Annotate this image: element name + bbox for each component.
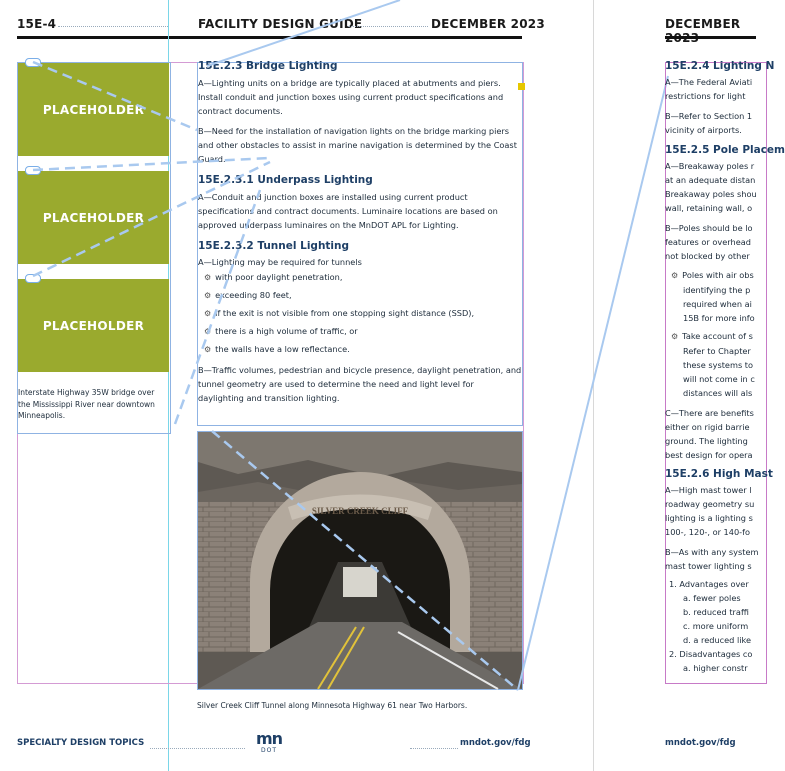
footer-url-right: mndot.gov/fdg [665,738,736,748]
photo-caption: Silver Creek Cliff Tunnel along Minnesota Highway 61 near Two Harbors. [197,701,468,710]
paragraph-line: A—High mast tower l [665,485,752,495]
header-rule-right [665,36,756,39]
paragraph-line: lighting is a lighting s [665,513,753,523]
list-item: ⚙ if the exit is not visible from one stopping sight distance (SSD), [198,306,522,321]
tunnel-illustration [198,432,522,689]
mndot-logo [254,731,284,754]
list-item: ⚙ there is a high volume of traffic, or [198,324,522,339]
page-number: 15E-4 [17,17,57,31]
header-date-right: DECEMBER [665,17,741,31]
overflow-marker[interactable] [518,83,525,90]
link-icon[interactable] [25,274,41,283]
list-item: a. fewer poles [683,593,741,603]
paragraph-line: will not come in c [683,374,755,384]
paragraph-line: restrictions for light [665,91,746,101]
paragraph-line: these systems to [683,360,754,370]
list-item: d. a reduced like [683,635,752,645]
footer-url: mndot.gov/fdg [460,738,531,748]
paragraph-line: A—The Federal Aviati [665,77,753,87]
section-heading: 15E.2.6 High Mast [665,468,773,480]
logo-subtext: DOT [260,747,277,754]
guide-title: FACILITY DESIGN GUIDE [198,17,363,31]
paragraph-line: mast tower lighting s [665,561,752,571]
list-item: c. more uniform [683,621,749,631]
main-text [198,60,522,405]
paragraph-line: at an adequate distan [665,175,756,185]
paragraph-line: B—As with any system [665,547,759,557]
paragraph: A—Lighting units on a bridge are typically placed at abutments and piers. Install conduit and junction boxes using current product specifications and contract documents. [198,78,504,116]
list-item: 1. Advantages over [669,579,749,589]
list-item: ⚙ the walls have a low reflectance. [198,342,522,357]
section-heading: 15E.2.3 Bridge Lighting [198,60,338,72]
paragraph-line: B—Refer to Section 1 [665,111,753,121]
paragraph-line: features or overhead [665,237,751,247]
footer-dotted-guide [410,748,458,749]
paragraph-line: wall, retaining wall, o [665,203,753,213]
list-item: 2. Disadvantages co [669,649,753,659]
paragraph-line: required when ai [683,299,752,309]
paragraph: A—Conduit and junction boxes are installed using current product specifications and contract documents. Luminaire locations are based on approved underpass luminaires on the MnDOT APL for Lighting. [198,192,498,230]
sidebar-frame[interactable] [17,62,171,434]
section-heading: 15E.2.4 Lighting N [665,60,775,72]
paragraph-line: vicinity of airports. [665,125,742,135]
paragraph-line: Refer to Chapter [683,346,751,356]
placeholder-image[interactable]: PLACEHOLDER [18,171,169,264]
paragraph-line: 100-, 120-, or 140-fo [665,527,751,537]
paragraph-line: C—There are benefits [665,408,754,418]
logo-mark: mn [255,729,283,748]
footer-dotted-guide [150,748,245,749]
paragraph-line: best design for opera [665,450,753,460]
section-heading: 15E.2.5 Pole Placem [665,144,785,156]
header-dotted-guide [348,26,428,27]
tunnel-sign-text: SILVER CREEK CLIFF [311,506,409,516]
tunnel-photo[interactable] [197,431,523,690]
link-icon[interactable] [25,166,41,175]
list-item: ⚙ exceeding 80 feet, [198,288,522,303]
paragraph-line: ground. The lighting [665,436,748,446]
paragraph-line: A—Breakaway poles r [665,161,755,171]
section-heading: 15E.2.3.1 Underpass Lighting [198,174,373,186]
header-dotted-guide [58,26,168,27]
right-page-text [665,60,785,675]
paragraph: A—Lighting may be required for tunnels [198,257,362,267]
placeholder-image[interactable]: PLACEHOLDER [18,63,169,156]
list-item: a. higher constr [683,663,748,673]
link-icon[interactable] [25,58,41,67]
paragraph-line: Breakaway poles shou [665,189,757,199]
paragraph-line: B—Poles should be lo [665,223,753,233]
paragraph-line: identifying the p [683,285,751,295]
paragraph: B—Traffic volumes, pedestrian and bicycle presence, daylight penetration, and tunnel geometry are used to determine the need and light level for daylighting and transition lighting. [198,365,522,403]
header-rule [17,36,522,39]
paragraph-line: roadway geometry su [665,499,755,509]
sidebar-caption: Interstate Highway 35W bridge over the Mississippi River near downtown Minneapolis. [18,388,155,420]
placeholder-image[interactable]: PLACEHOLDER [18,279,169,372]
list-item: b. reduced traffi [683,607,749,617]
paragraph-line: distances will als [683,388,753,398]
list-item: ⚙ Take account of s [665,329,760,344]
header-date: DECEMBER 2023 [431,17,545,31]
list-item: ⚙ with poor daylight penetration, [198,270,522,285]
list-item: ⚙ Poles with air obs [665,268,760,283]
paragraph-line: either on rigid barrie [665,422,750,432]
paragraph-line: not blocked by other [665,251,750,261]
footer-section-title: SPECIALTY DESIGN TOPICS [17,738,145,748]
paragraph: B—Need for the installation of navigation lights on the bridge marking piers and other obstacles to assist in marine navigation is determined by the Coast Guard. [198,126,517,164]
section-heading: 15E.2.3.2 Tunnel Lighting [198,240,350,252]
page-edge [593,0,594,771]
paragraph-line: 15B for more info [683,313,755,323]
